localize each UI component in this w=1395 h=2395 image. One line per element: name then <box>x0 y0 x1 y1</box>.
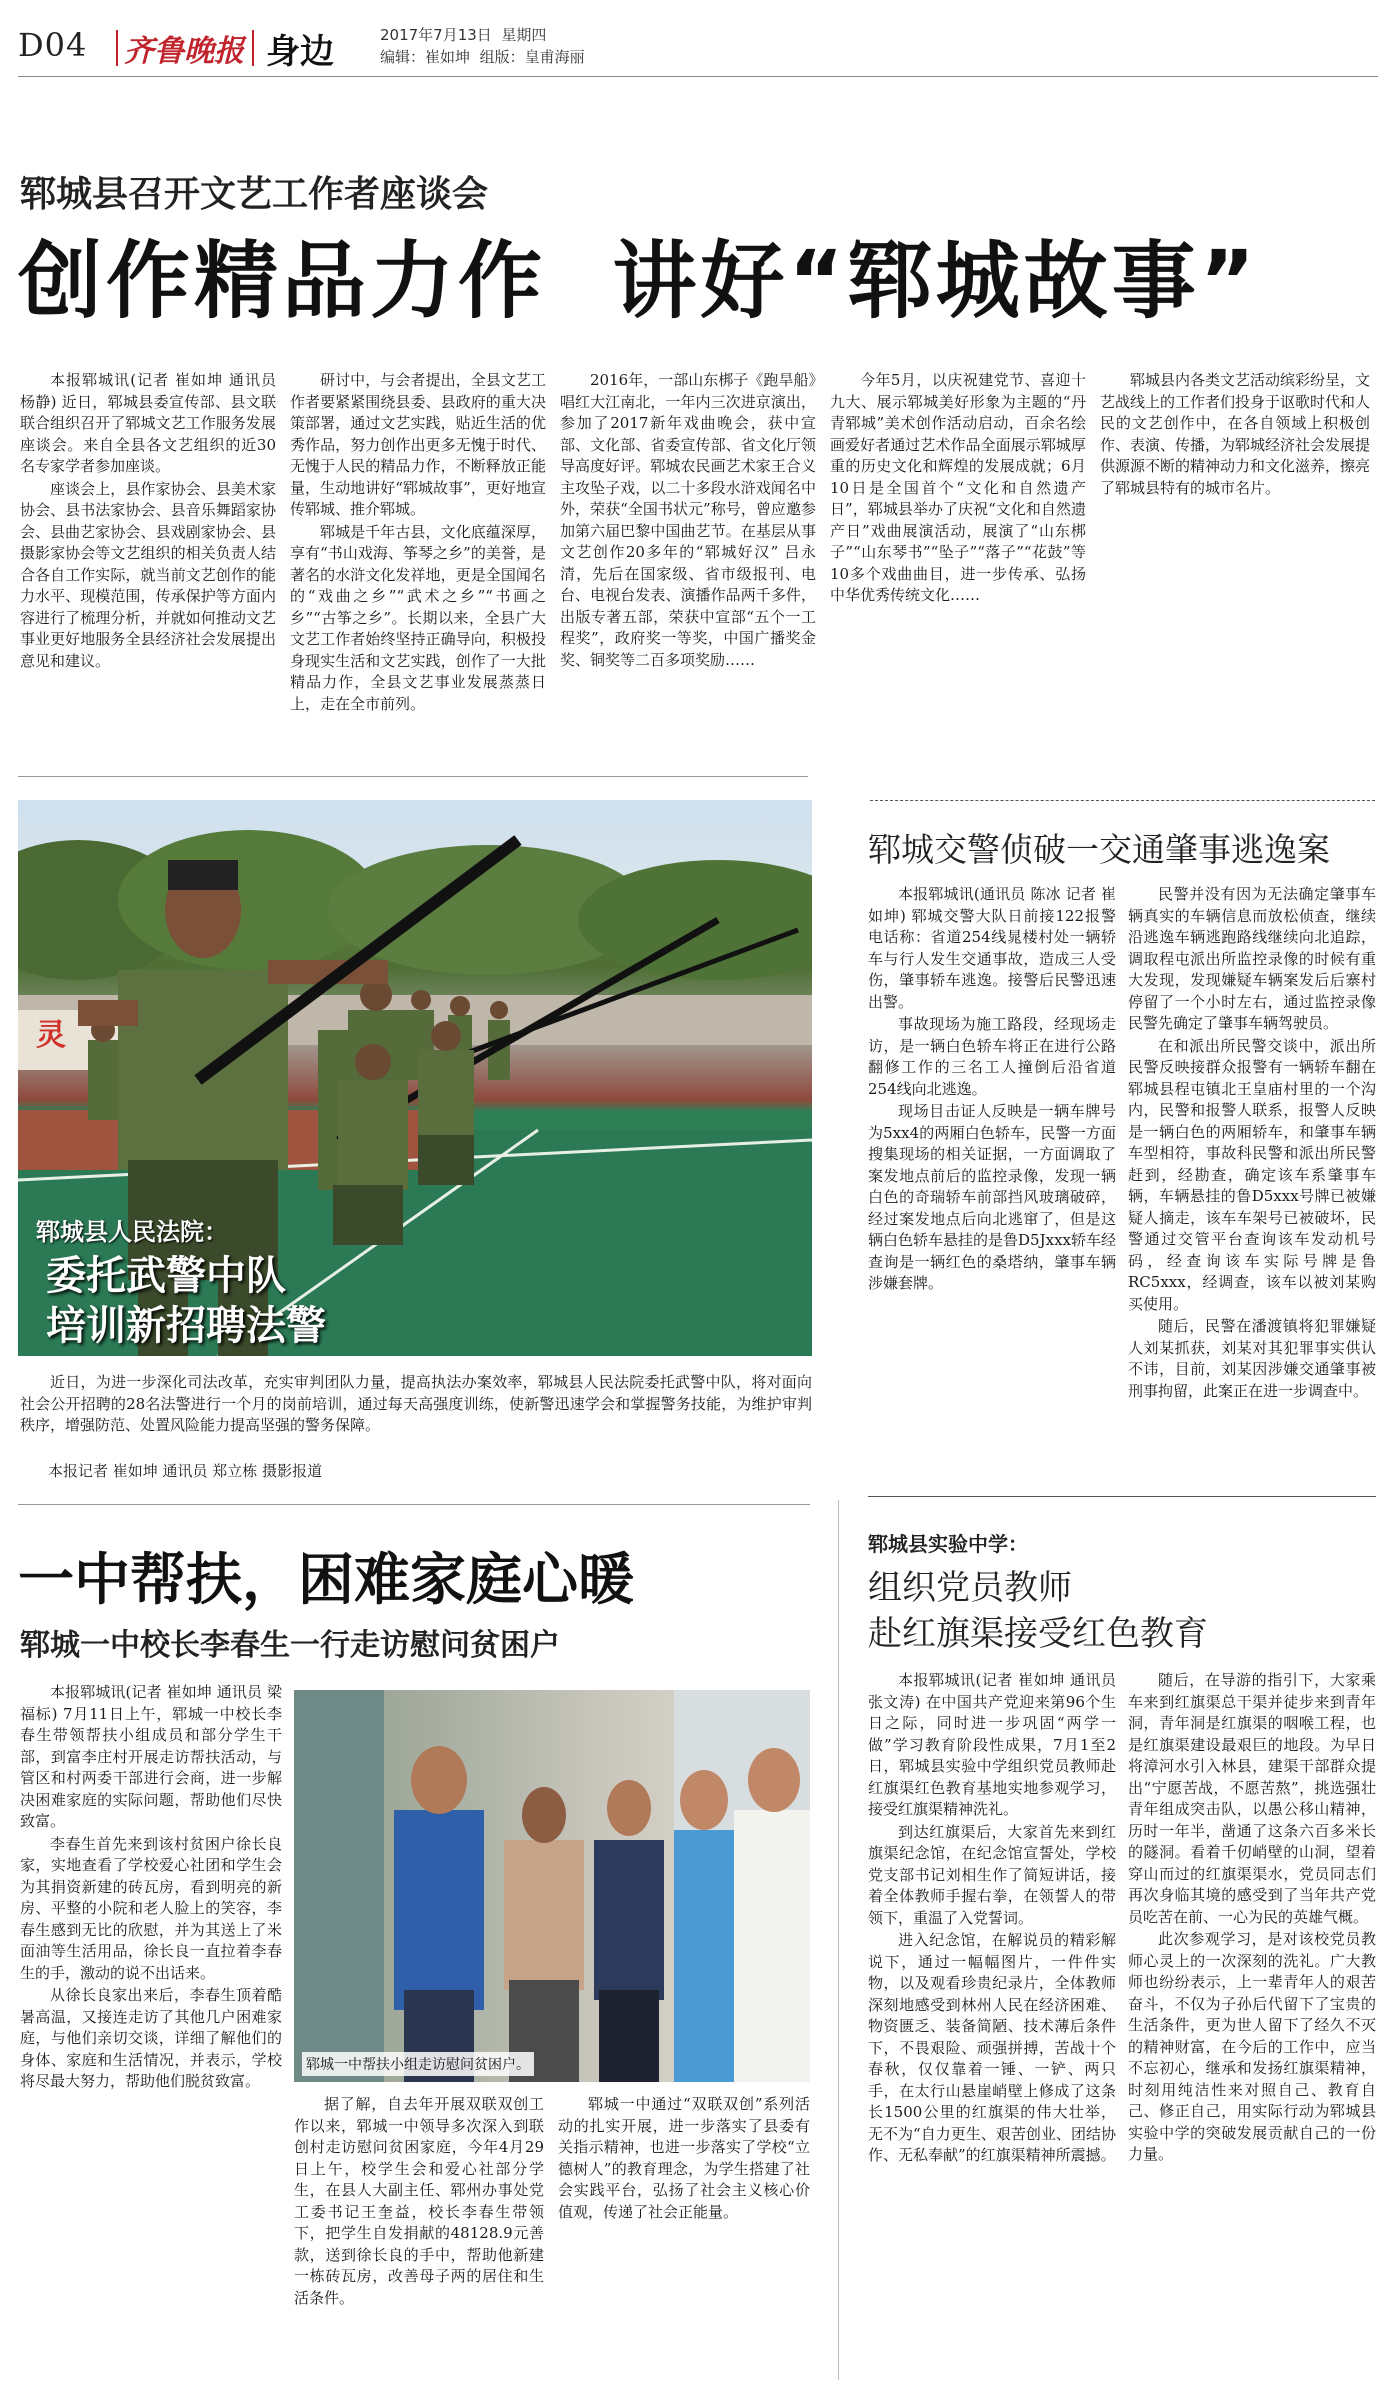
court-sign-text: 灵 <box>36 1018 66 1053</box>
school-col-3 <box>558 2094 810 2378</box>
masthead-divider <box>252 30 254 66</box>
weekday-text: 星期四 <box>501 26 547 44</box>
traffic-top-rule <box>870 800 1375 801</box>
traffic-paragraph: 现场目击证人反映是一辆车牌号为5xx4的两厢白色轿车，民警一方面搜集现场的相关证据，一方面调取了案发地点前后的监控录像，发现一辆白色的奇瑞轿车前部挡风玻璃破碎，经过案发地点后向北逃窜了，但是这辆白色轿车悬挂的是鲁D5Jxxx轿车经查询是一辆红色的桑塔纳，肇事车辆涉嫌套牌。 <box>868 1102 1116 1292</box>
lead-bottom-rule <box>18 776 808 777</box>
traffic-paragraph: 事故现场为施工路段，经现场走访，是一辆白色轿车将正在进行公路翻修工作的三名工人撞倒后沿省道254线向北逃逸。 <box>868 1015 1116 1098</box>
party-kicker: 郓城县实验中学： <box>868 1532 1028 1556</box>
school-headline: 一中帮扶，困难家庭心暖 <box>18 1548 634 1613</box>
school-photo <box>294 1690 810 2082</box>
traffic-col-1 <box>868 884 1116 1474</box>
traffic-paragraph: 本报郓城讯(通讯员 陈冰 记者 崔如坤) 郓城交警大队日前接122报警电话称：省道254线晁楼村处一辆轿车与行人发生交通事故，造成三人受伤，肇事轿车逃逸。接警后民警迅速出警。 <box>868 885 1116 1011</box>
editor-line <box>380 46 585 67</box>
lead-col-4 <box>830 370 1086 740</box>
paper-logo: 齐鲁晚报 <box>124 34 244 69</box>
school-paragraph: 据了解，自去年开展双联双创工作以来，郓城一中领导多次深入到联创村走访慰问贫困家庭，今年4月29日上午，校学生会和爱心社部分学生，在县人大副主任、郓州办事处党工委书记王奎益，校长李春生带领下，把学生自发捐献的48128.9元善款，送到徐长良的手中，帮助他新建一栋砖瓦房，改善母子两的居住和生活条件。 <box>294 2095 544 2307</box>
court-body-text: 近日，为进一步深化司法改革，充实审判团队力量，提高执法办案效率，郓城县人民法院委托武警中队，将对面向社会公开招聘的28名法警进行一个月的岗前培训，通过每天高强度训练，使新警迅速学会和掌握警务技能，为维护审判秩序，增强防范、处置风险能力提高坚强的警务保障。 <box>20 1373 812 1434</box>
editor-text: 编辑：崔如坤 <box>380 48 471 66</box>
lead-col-2 <box>290 370 546 740</box>
lead-col-3 <box>560 370 816 740</box>
traffic-paragraph: 在和派出所民警交谈中，派出所民警反映接群众报警有一辆轿车翻在郓城县程屯镇北王皇庙村里的一个沟内，民警和报警人联系，报警人反映是一辆白色的两厢轿车，和肇事车辆车型相符，事故科民警和派出所民警赶到，经勘查，确定该车系肇事车辆，车辆悬挂的鲁D5xxx号牌已被嫌疑人摘走，该车车架号已被破坏，民警通过交管平台查询该车发动机号码，经查询该车实际号牌是鲁RC5xxx，经调查，该车以被刘某购买使用。 <box>1128 1036 1376 1313</box>
traffic-paragraph: 随后，民警在潘渡镇将犯罪嫌疑人刘某抓获，刘某对其犯罪事实供认不讳，目前，刘某因涉嫌交通肇事被刑事拘留，此案正在进一步调查中。 <box>1128 1317 1376 1400</box>
school-subheadline: 郓城一中校长李春生一行走访慰问贫困户 <box>20 1628 560 1663</box>
masthead-divider <box>116 30 118 66</box>
court-caption-line1: 委托武警中队 <box>46 1253 286 1299</box>
lead-paragraph: 研讨中，与会者提出，全县文艺工作者要紧紧围绕县委、县政府的重大决策部署，通过文艺实践，贴近生活的优秀作品，努力创作出更多无愧于时代、无愧于人民的精品力作，不断释放正能量，生动地讲好“郓城故事”，更好地宣传郓城、推介郓城。 <box>290 371 546 518</box>
issue-date <box>380 24 546 45</box>
school-col-2 <box>294 2094 544 2378</box>
party-paragraph: 本报郓城讯(记者 崔如坤 通讯员 张文涛) 在中国共产党迎来第96个生日之际，同时进一步巩固“两学一做”学习教育阶段性成果，7月1至2日，郓城县实验中学组织党员教师赴红旗渠红色教育基地实地参观学习，接受红旗渠精神洗礼。 <box>868 1671 1116 1818</box>
column-divider <box>838 1500 839 2380</box>
court-caption-line2: 培训新招聘法警 <box>46 1303 326 1349</box>
page-code: D04 <box>18 26 88 64</box>
school-photo-caption: 郓城一中帮扶小组走访慰问贫困户。 <box>302 2052 534 2076</box>
school-paragraph: 从徐长良家出来后，李春生顶着酷暑高温，又接连走访了其他几户困难家庭，与他们亲切交谈，详细了解他们的身体、家庭和生活情况，并表示，学校将尽最大努力，帮助他们脱贫致富。 <box>20 1986 282 2090</box>
masthead-rule <box>18 76 1378 77</box>
traffic-paragraph: 民警并没有因为无法确定肇事车辆真实的车辆信息而放松侦查，继续沿逃逸车辆逃跑路线继续向北追踪，调取程屯派出所监控录像的时候有重大发现，发现嫌疑车辆案发后后寨村停留了一个小时左右，通过监控录像民警先确定了肇事车辆驾驶员。 <box>1128 885 1376 1032</box>
lead-kicker: 郓城县召开文艺工作者座谈会 <box>20 174 489 215</box>
section-title: 身边 <box>266 32 334 72</box>
traffic-headline: 郓城交警侦破一交通肇事逃逸案 <box>868 830 1330 869</box>
lead-col-1 <box>20 370 276 740</box>
court-credit: 本报记者 崔如坤 通讯员 郑立栋 摄影报道 <box>48 1462 323 1480</box>
party-paragraph: 进入纪念馆，在解说员的精彩解说下，通过一幅幅图片，一件件实物，以及观看珍贵纪录片，全体教师深刻地感受到林州人民在经济困难、物资匮乏、装备简陋、技术薄后条件下，不畏艰险、顽强拼搏，苦战十个春秋，仅仅靠着一锤、一铲、两只手，在太行山悬崖峭壁上修成了这条长1500公里的红旗渠的伟大壮举，无不为“自力更生、艰苦创业、团结协作、无私奉献”的红旗渠精神所震撼。 <box>868 1931 1116 2164</box>
school-photo-scene <box>294 1690 810 2082</box>
court-body <box>20 1372 812 1462</box>
school-paragraph: 本报郓城讯(记者 崔如坤 通讯员 梁福标) 7月11日上午，郓城一中校长李春生带领帮扶小组成员和部分学生干部，到富李庄村开展走访帮扶活动，与管区和村两委干部进行会商，进一步解决困难家庭的实际问题，帮助他们尽快致富。 <box>20 1683 282 1830</box>
party-paragraph: 到达红旗渠后，大家首先来到红旗渠纪念馆，在纪念馆宣誓处，学校党支部书记刘相生作了简短讲话，接着全体教师手握右拳，在领誓人的带领下，重温了入党誓词。 <box>868 1822 1116 1927</box>
school-col-1 <box>20 1682 282 2378</box>
party-col-1 <box>868 1670 1116 2378</box>
school-top-rule <box>18 1504 810 1505</box>
party-headline-2: 赴红旗渠接受红色教育 <box>868 1614 1208 1654</box>
school-paragraph: 李春生首先来到该村贫困户徐长良家，实地查看了学校爱心社团和学生会为其捐资新建的砖瓦房，看到明亮的新房、平整的小院和老人脸上的笑容，李春生感到无比的欣慰，并为其送上了米面油等生活用品，徐长良一直拉着李春生的手，激动的说不出话来。 <box>20 1834 282 1982</box>
lead-paragraph: 今年5月，以庆祝建党节、喜迎十九大、展示郓城美好形象为主题的“丹青郓城”美术创作活动启动，百余名绘画爱好者通过艺术作品全面展示郓城厚重的历史文化和辉煌的发展成就；6月10日是全国首个“文化和自然遗产日”，郓城县举办了庆祝“文化和自然遗产日”戏曲展演活动，展演了“山东梆子”“山东琴书”“坠子”“落子”“花鼓”等10多个戏曲曲目，进一步传承、弘扬中华优秀传统文化…… <box>830 371 1086 604</box>
lead-paragraph: 郓城是千年古县，文化底蕴深厚，享有“书山戏海、筝琴之乡”的美誉，是著名的水浒文化发祥地，更是全国闻名的“戏曲之乡”“武术之乡”“书画之乡”“古筝之乡”。长期以来，全县广大文艺工作者始终坚持正确导向，积极投身现实生活和文艺实践，创作了一大批精品力作，全县文艺事业发展蒸蒸日上，走在全市前列。 <box>290 522 546 713</box>
date-text: 2017年7月13日 <box>380 26 492 44</box>
lead-paragraph: 座谈会上，县作家协会、县美术家协会、县书法家协会、县音乐舞蹈家协会、县曲艺家协会、县戏剧家协会、县摄影家协会等文艺组织的相关负责人结合各自工作实际，就当前文艺创作的能力水平、现模范围，传承保护等方面内容进行了梳理分析，并就如何推动文艺事业更好地服务全县经济社会发展提出意见和建议。 <box>20 479 276 670</box>
party-paragraph: 随后，在导游的指引下，大家乘车来到红旗渠总干渠并徒步来到青年洞，青年洞是红旗渠的咽喉工程，也是红旗渠建设最艰巨的地段。为早日将漳河水引入林县，建渠干部群众提出“宁愿苦战，不愿苦熬”，挑选强壮青年组成突击队，以愚公移山精神，历时一年半，凿通了这条六百多米长的隧洞。看着千仞峭壁的山洞，望着穿山而过的红旗渠渠水，党员同志们再次身临其境的感受到了当年共产党员吃苦在前、一心为民的英雄气概。 <box>1128 1671 1376 1926</box>
lead-headline: 创作精品力作 讲好“郓城故事” <box>18 232 1259 330</box>
party-paragraph: 此次参观学习，是对该校党员教师心灵上的一次深刻的洗礼。广大教师也纷纷表示，上一辈青年人的艰苦奋斗，不仅为子孙后代留下了宝贵的生活条件，更为世人留下了经久不灭的精神财富，在今后的工作中，应当不忘初心，继承和发扬红旗渠精神，时刻用纯洁性来对照自己、教育自己、修正自己，用实际行动为郓城县实验中学的突破发展贡献自己的一份力量。 <box>1128 1930 1376 2163</box>
traffic-col-2 <box>1128 884 1376 1474</box>
court-caption-title: 郓城县人民法院： <box>36 1218 228 1246</box>
traffic-bottom-rule <box>868 1496 1376 1497</box>
party-headline-1: 组织党员教师 <box>868 1568 1072 1608</box>
school-paragraph: 郓城一中通过“双联双创”系列活动的扎实开展，进一步落实了县委有关指示精神，也进一步落实了学校“立德树人”的教育理念，为学生搭建了社会实践平台，弘扬了社会主义核心价值观，传递了社会正能量。 <box>558 2095 810 2221</box>
layout-text: 组版：皇甫海丽 <box>479 48 585 66</box>
lead-col-5 <box>1100 370 1370 740</box>
court-photo <box>18 800 812 1356</box>
lead-paragraph: 郓城县内各类文艺活动缤彩纷呈，文艺战线上的工作者们投身于讴歌时代和人民的文艺创作中，在各自领域上积极创作、表演、传播，为郓城经济社会发展提供源源不断的精神动力和文化滋养，擦亮了郓城县特有的城市名片。 <box>1100 371 1370 497</box>
lead-paragraph: 本报郓城讯(记者 崔如坤 通讯员 杨静) 近日，郓城县委宣传部、县文联联合组织召开了郓城文艺工作服务发展座谈会。来自全县各文艺组织的近30名专家学者参加座谈。 <box>20 371 276 475</box>
party-col-2 <box>1128 1670 1376 2378</box>
lead-paragraph: 2016年，一部山东梆子《跑旱船》唱红大江南北，一年内三次进京演出，参加了2017新年戏曲晚会，获中宣部、文化部、省委宣传部、省文化厅领导高度好评。郓城农民画艺术家王合义主攻坠子戏，以二十多段水浒戏闻名中外，荣获“全国书状元”称号，曾应邀参加第六届巴黎中国曲艺节。在基层从事文艺创作20多年的“郓城好汉” 吕永清，先后在国家级、省市级报刊、电台、电视台发表、演播作品两千多件，出版专著五部，荣获中宣部“五个一工程奖”，政府奖一等奖，中国广播奖金奖、铜奖等二百多项奖励…… <box>560 371 816 669</box>
